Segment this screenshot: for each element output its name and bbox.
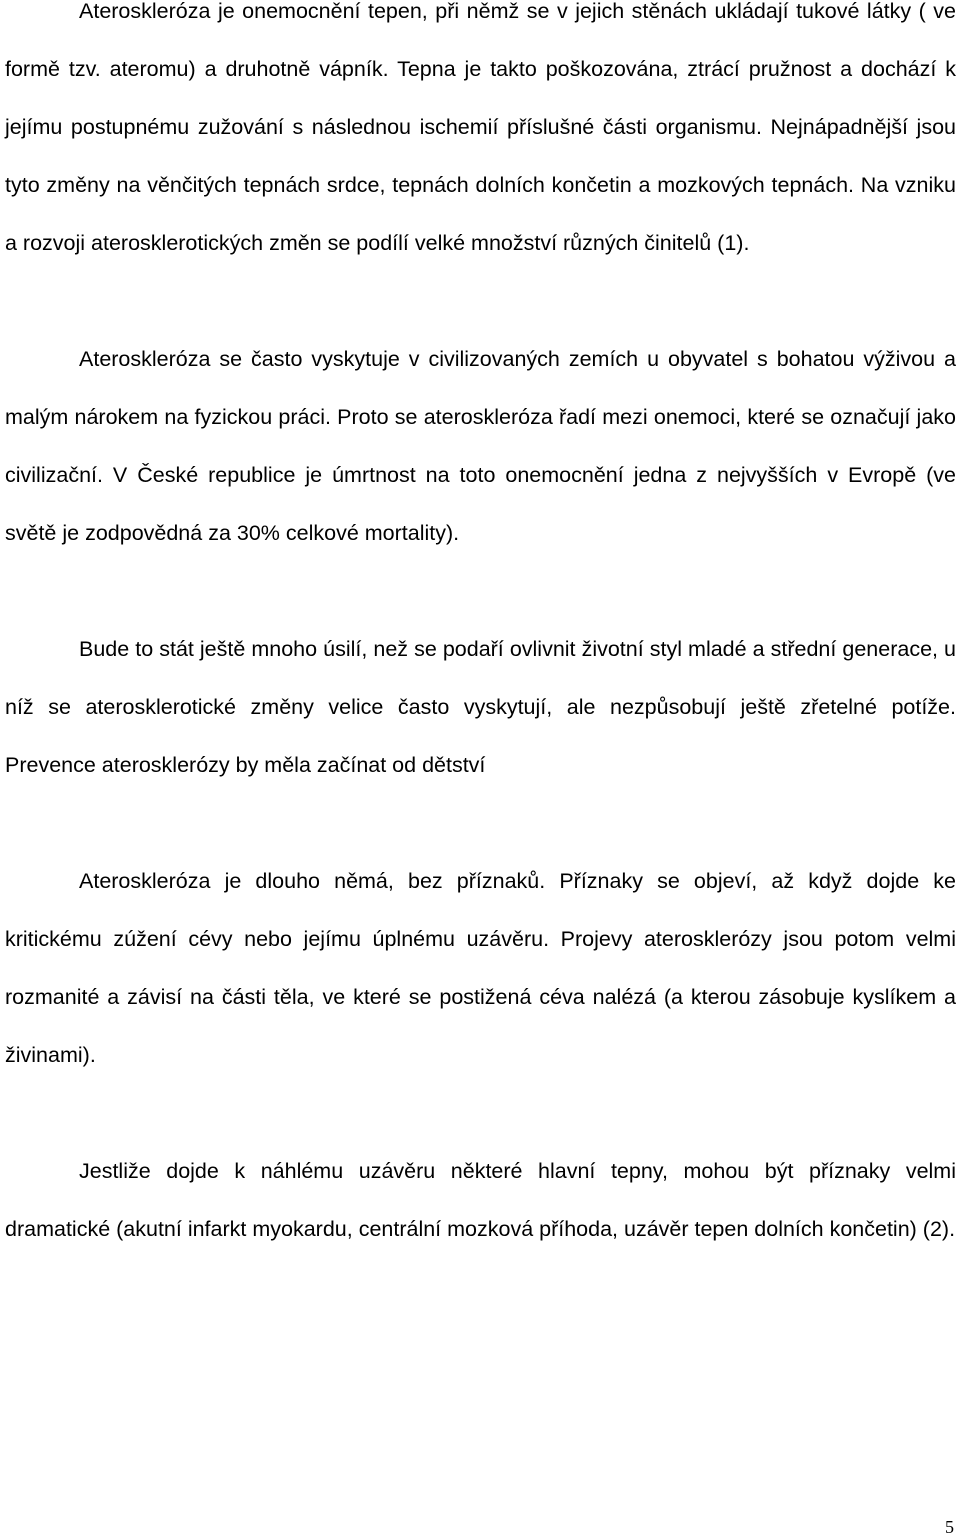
paragraph-prevention: Bude to stát ještě mnoho úsilí, než se podaří ovlivnit životní styl mladé a střední generace, u níž se aterosklerotické změny velice často vyskytují, ale nezpůsobují ještě zřetelné potíže. Prevence aterosklerózy by měla začínat od dětství	[5, 637, 956, 777]
paragraph-atherosclerosis-definition: Ateroskleróza je onemocnění tepen, při němž se v jejich stěnách ukládají tukové látky ( ve formě tzv. ateromu) a druhotně vápník. Tepna je takto poškozována, ztrácí pružnost a dochází k jejímu postupnému zužování s následnou ischemií příslušné části organismu. Nejnápadnější jsou tyto změny na věnčitých tepnách srdce, tepnách dolních končetin a mozkových tepnách. Na vzniku a rozvoji aterosklerotických změn se podílí velké množství různých činitelů (1).	[5, 0, 956, 255]
page-number: 5	[945, 1517, 954, 1537]
paragraph-civilization-disease: Ateroskleróza se často vyskytuje v civilizovaných zemích u obyvatel s bohatou výživou a malým nárokem na fyzickou práci. Proto se ateroskleróza řadí mezi onemoci, které se označují jako civilizační. V České republice je úmrtnost na toto onemocnění jedna z nejvyšších v Evropě (ve světě je zodpovědná za 30% celkové mortality).	[5, 347, 956, 545]
paragraph-acute-occlusion: Jestliže dojde k náhlému uzávěru některé hlavní tepny, mohou být příznaky velmi dramatické (akutní infarkt myokardu, centrální mozková příhoda, uzávěr tepen dolních končetin) (2).	[5, 1159, 956, 1241]
paragraph-symptoms: Ateroskleróza je dlouho němá, bez příznaků. Příznaky se objeví, až když dojde ke kritickému zúžení cévy nebo jejímu úplnému uzávěru. Projevy aterosklerózy jsou potom velmi rozmanité a závisí na části těla, ve které se postižená céva nalézá (a kterou zásobuje kyslíkem a živinami).	[5, 869, 956, 1067]
document-page	[5, 0, 956, 1258]
